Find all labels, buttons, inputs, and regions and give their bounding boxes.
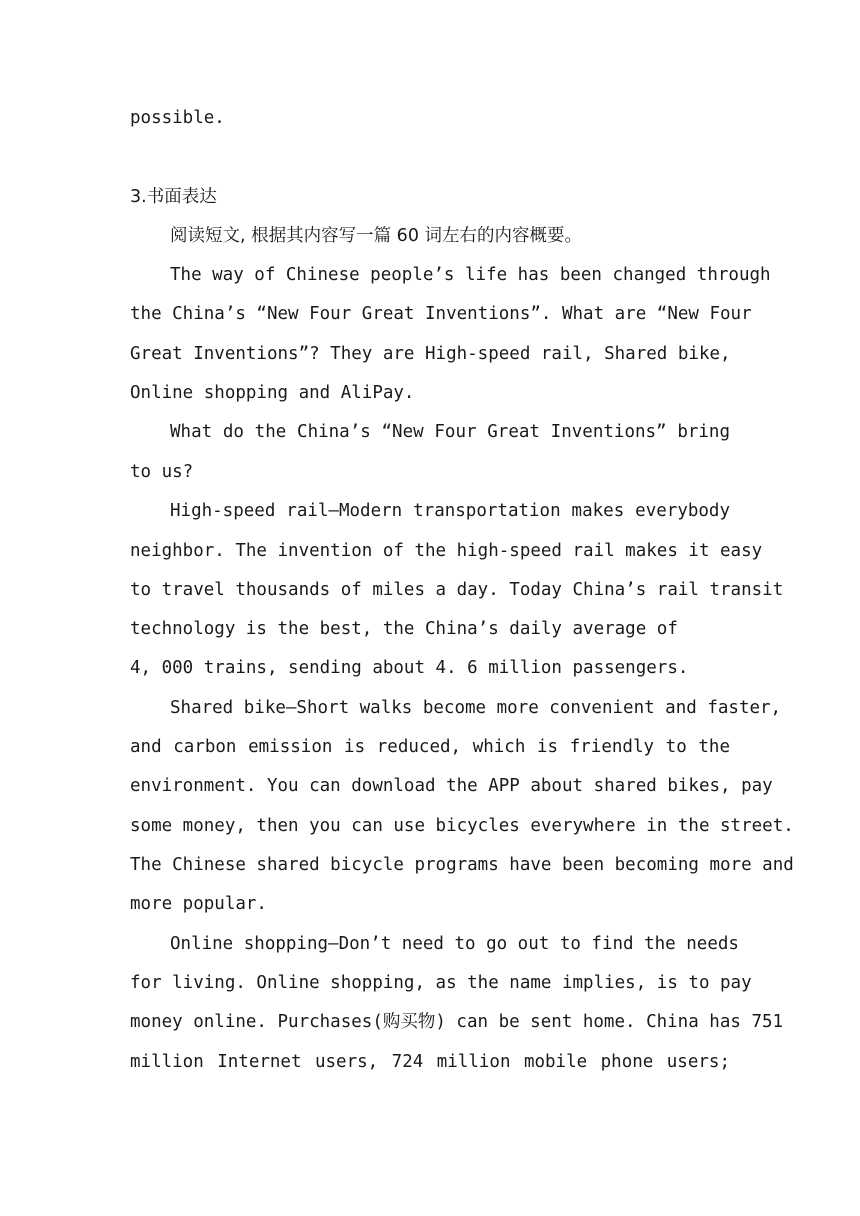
text-line: for living. Online shopping, as the name implies, is to pay	[130, 973, 752, 993]
text-line: and carbon emission is reduced, which is friendly to the	[130, 737, 730, 757]
text-line: The way of Chinese people’s life has been changed through	[170, 265, 771, 285]
text-line: Shared bike—Short walks become more convenient and faster,	[170, 698, 782, 718]
section-heading: 3.书面表达	[130, 187, 217, 207]
text-line: to travel thousands of miles a day. Today China’s rail transit	[130, 580, 784, 600]
text-line: possible.	[130, 108, 225, 128]
text-line: money online. Purchases(购买物) can be sent home. China has 751	[130, 1012, 784, 1032]
text-line: What do the China’s “New Four Great Inventions” bring	[170, 422, 730, 442]
text-line: the China’s “New Four Great Inventions”. What are “New Four	[130, 304, 752, 324]
text-line: neighbor. The invention of the high-speed rail makes it easy	[130, 541, 763, 561]
text-line: technology is the best, the China’s daily average of	[130, 619, 678, 639]
text-line: to us?	[130, 462, 194, 482]
text-line: Great Inventions”? They are High-speed rail, Shared bike,	[130, 344, 731, 364]
text-line: The Chinese shared bicycle programs have been becoming more and	[130, 855, 794, 875]
text-line: million Internet users, 724 million mobile phone users;	[130, 1052, 730, 1072]
text-line: High-speed rail—Modern transportation makes everybody	[170, 501, 730, 521]
text-line: environment. You can download the APP about shared bikes, pay	[130, 776, 773, 796]
text-line: more popular.	[130, 894, 267, 914]
text-line: Online shopping—Don’t need to go out to find the needs	[170, 934, 739, 954]
task-instruction: 阅读短文, 根据其内容写一篇 60 词左右的内容概要。	[170, 226, 583, 246]
text-line: 4, 000 trains, sending about 4. 6 million passengers.	[130, 658, 689, 678]
text-line: some money, then you can use bicycles everywhere in the street.	[130, 816, 794, 836]
text-line: Online shopping and AliPay.	[130, 383, 415, 403]
